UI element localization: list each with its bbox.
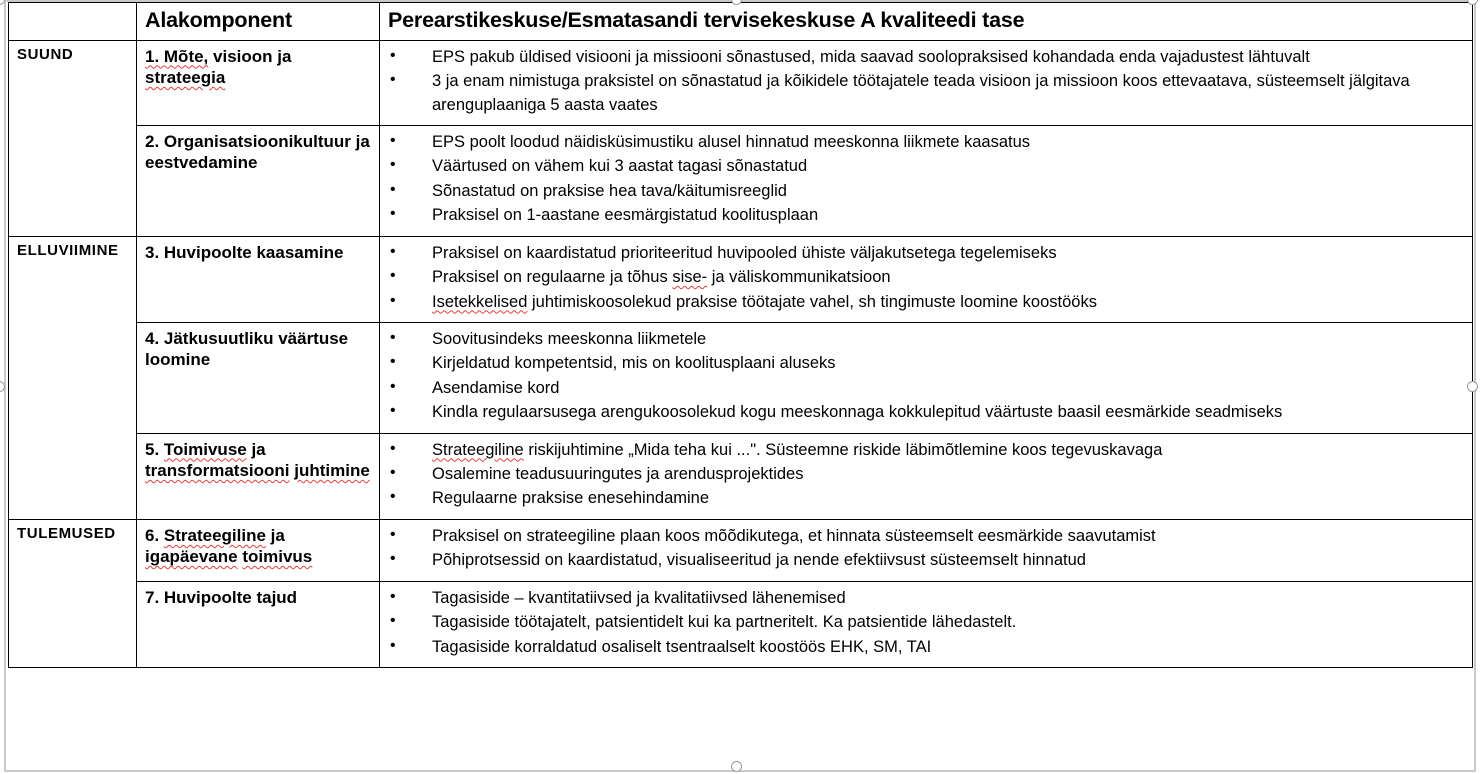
list-item: • EPS poolt loodud näidisküsimustiku alusel hinnatud meeskonna liikmete kaasatus — [388, 131, 1464, 154]
description-cell-3 — [380, 236, 1473, 322]
table-row — [9, 322, 1473, 433]
resize-handle-bottom-center[interactable] — [731, 761, 742, 772]
subcomponent-cell-3: 3. Huvipoolte kaasamine — [137, 236, 380, 322]
subcomponent-cell-7: 7. Huvipoolte tajud — [137, 581, 380, 667]
subcomponent-cell-5: 5. Toimivuse ja transformatsiooni juhtimine — [137, 433, 380, 519]
description-cell-1 — [380, 40, 1473, 125]
list-item: • Sõnastatud on praksise hea tava/käitumisreeglid — [388, 180, 1464, 203]
dimension-cell-suund: SUUND — [9, 40, 137, 236]
list-item: • Praksisel on strateegiline plaan koos mõõdikutega, et hinnata süsteemselt eesmärkide saavutamist — [388, 525, 1464, 548]
list-item: • Väärtused on vähem kui 3 aastat tagasi sõnastatud — [388, 155, 1464, 178]
table-row — [9, 433, 1473, 519]
list-item: • Praksisel on 1-aastane eesmärgistatud koolitusplaan — [388, 204, 1464, 227]
list-item: • Soovitusindeks meeskonna liikmetele — [388, 328, 1464, 351]
header-cell-blank — [9, 3, 137, 41]
description-cell-7 — [380, 581, 1473, 667]
list-item: • Regulaarne praksise enesehindamine — [388, 487, 1464, 510]
list-item: • Isetekkelised juhtimiskoosolekud praksise töötajate vahel, sh tingimuste loomine koostööks — [388, 291, 1464, 314]
subcomponent-cell-6: 6. Strateegiline ja igapäevane toimivus — [137, 519, 380, 581]
quality-level-table — [8, 2, 1473, 668]
list-item: • EPS pakub üldised visiooni ja missiooni sõnastused, mida saavad soolopraksised kohandada enda vajadustest lähtuvalt — [388, 46, 1464, 69]
subcomponent-cell-4: 4. Jätkusuutliku väärtuse loomine — [137, 322, 380, 433]
description-cell-2 — [380, 125, 1473, 236]
dimension-cell-elluviimine: ELLUVIIMINE — [9, 236, 137, 519]
table-header-row — [9, 3, 1473, 41]
table-row — [9, 519, 1473, 581]
table-row — [9, 581, 1473, 667]
list-item: • Tagasiside korraldatud osaliselt tsentraalselt koostöös EHK, SM, TAI — [388, 636, 1464, 659]
list-item: • Kirjeldatud kompetentsid, mis on koolitusplaani aluseks — [388, 352, 1464, 375]
list-item: • Asendamise kord — [388, 377, 1464, 400]
table-row — [9, 125, 1473, 236]
list-item: • Strateegiline riskijuhtimine „Mida teha kui ...". Süsteemne riskide läbimõtlemine koos tegevuskavaga — [388, 439, 1464, 462]
description-cell-6 — [380, 519, 1473, 581]
list-item: • Praksisel on regulaarne ja tõhus sise- ja väliskommunikatsioon — [388, 266, 1464, 289]
table-row — [9, 236, 1473, 322]
resize-handle-top-left[interactable] — [0, 0, 5, 5]
list-item: • Osalemine teadusuuringutes ja arendusprojektides — [388, 463, 1464, 486]
list-item: • Põhiprotsessid on kaardistatud, visualiseeritud ja nende efektiivsust süsteemselt hinnatud — [388, 549, 1464, 572]
table-row — [9, 40, 1473, 125]
resize-handle-middle-right[interactable] — [1467, 381, 1478, 392]
description-cell-4 — [380, 322, 1473, 433]
header-cell-quality-level: Perearstikeskuse/Esmatasandi tervisekeskuse A kvaliteedi tase — [380, 3, 1473, 41]
list-item: • Tagasiside – kvantitatiivsed ja kvalitatiivsed lähenemised — [388, 587, 1464, 610]
header-cell-subcomponent: Alakomponent — [137, 3, 380, 41]
list-item: • Tagasiside töötajatelt, patsientidelt kui ka partneritelt. Ka patsientide lähedastelt. — [388, 611, 1464, 634]
list-item: • Praksisel on kaardistatud prioriteeritud huvipooled ühiste väljakutsetega tegelemiseks — [388, 242, 1464, 265]
resize-handle-middle-left[interactable] — [0, 381, 5, 392]
description-cell-5 — [380, 433, 1473, 519]
list-item: • 3 ja enam nimistuga praksistel on sõnastatud ja kõikidele töötajatele teada visioon ja missioon koos ettevaatava, süsteemselt jälgitava arenguplaaniga 5 aasta vaates — [388, 70, 1464, 117]
subcomponent-cell-1: 1. Mõte, visioon ja strateegia — [137, 40, 380, 125]
dimension-cell-tulemused: TULEMUSED — [9, 519, 137, 667]
list-item: • Kindla regulaarsusega arengukoosolekud kogu meeskonnaga kokkulepitud väärtuste baasil eesmärkide seadmiseks — [388, 401, 1464, 424]
subcomponent-cell-2: 2. Organisatsioonikultuur ja eestvedamine — [137, 125, 380, 236]
